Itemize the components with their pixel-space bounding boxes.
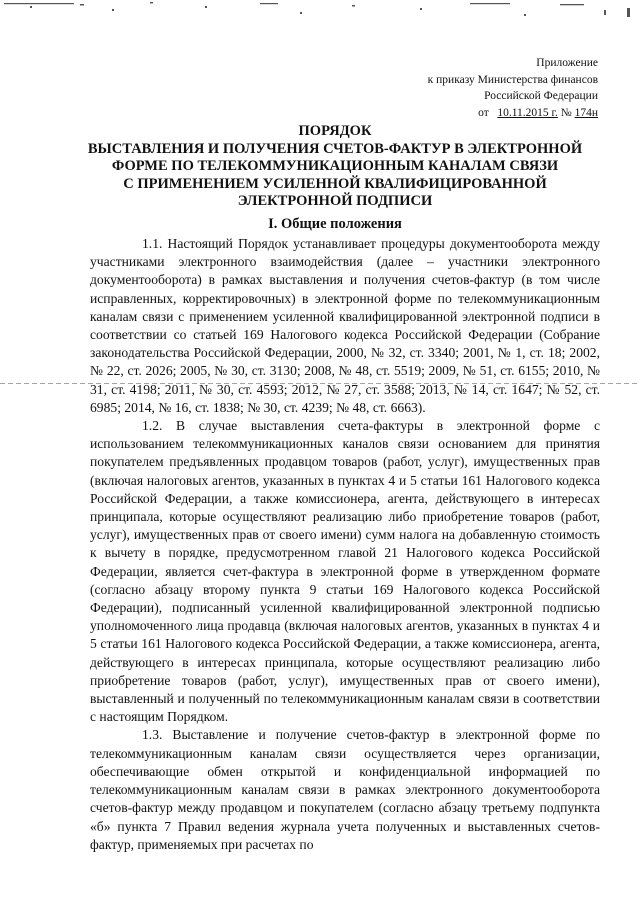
appendix-date-line <box>338 105 598 122</box>
appendix-line-1: Приложение <box>536 57 598 69</box>
title-line-2: ВЫСТАВЛЕНИЯ И ПОЛУЧЕНИЯ СЧЕТОВ-ФАКТУР В ЭЛЕКТРОННОЙ <box>87 140 583 157</box>
appendix-block <box>338 55 598 121</box>
appendix-date: 10.11.2015 г. <box>497 106 558 119</box>
scan-noise-top <box>0 0 640 22</box>
appendix-line-2: к приказу Министерства финансов <box>427 73 598 86</box>
paragraph-1-2: 1.2. В случае выставления счета-фактуры в электронной форме с использованием телекоммуникационных каналов связи основанием для принятия покупателем предъявленных продавцом товаров (работ, услуг), имущественных прав (включая налоговых агентов, указанных в пунктах 4 и 5 статьи 161 Налогового кодекса Российской Федерации, а также комиссионера, агента, действующего в интересах принципала, которые осуществляют реализацию либо приобретение товаров (работ, услуг), имущественных прав от своего имени) сумм налога на добавленную стоимость к вычету в порядке, предусмотренном главой 21 Налогового кодекса Российской Федерации, является счет-фактура в электронной форме в утвержденном формате (согласно абзацу второму пункта 9 статьи 169 Налогового кодекса Российской Федерации), подписанный усиленной квалифицированной электронной подписью уполномоченного лица продавца (включая налоговых агентов, указанных в пунктах 4 и 5 статьи 161 Налогового кодекса Российской Федерации, а также комиссионера, агента, действующего в интересах принципала, которые осуществляют реализацию либо приобретение товаров (работ, услуг), имущественных прав от своего имени), выставленный и полученный по телекоммуникационным каналам связи в соответствии с настоящим Порядком. <box>90 418 600 725</box>
appendix-number: 174н <box>574 106 598 119</box>
title-line-1: ПОРЯДОК <box>298 123 372 139</box>
appendix-date-prefix: от <box>478 106 489 119</box>
document-body <box>90 235 600 854</box>
title-line-5: ЭЛЕКТРОННОЙ ПОДПИСИ <box>237 193 433 209</box>
title-line-4: С ПРИМЕНЕНИЕМ УСИЛЕННОЙ КВАЛИФИЦИРОВАННОЙ <box>123 175 547 192</box>
title-line-3: ФОРМЕ ПО ТЕЛЕКОММУНИКАЦИОННЫМ КАНАЛАМ СВЯЗИ <box>111 158 559 174</box>
appendix-line-3: Российской Федерации <box>484 90 598 102</box>
paragraph-1-1: 1.1. Настоящий Порядок устанавливает процедуры документооборота между участниками электронного взаимодействия (далее – участники электронного документооборота) в рамках выставления и получения счетов-фактур (в том числе исправленных, корректировочных) в электронной форме по телекоммуникационным каналам связи с применением усиленной квалифицированной электронной подписи в соответствии со статьей 169 Налогового кодекса Российской Федерации (Собрание законодательства Российской Федерации, 2000, № 32, ст. 3340; 2001, № 1, ст. 18; 2002, № 22, ст. 2026; 2005, № 30, ст. 3130; 2008, № 48, ст. 5519; 2009, № 51, ст. 6155; 2010, № 31, ст. 4198; 2011, № 30, ст. 4593; 2012, № 27, ст. 3588; 2013, № 14, ст. 1647; № 52, ст. 6985; 2014, № 16, ст. 1838; № 30, ст. 4239; № 48, ст. 6663). <box>90 236 600 415</box>
document-title <box>70 123 600 211</box>
section-heading: I. Общие положения <box>268 216 402 232</box>
appendix-number-prefix: № <box>560 106 572 119</box>
paragraph-1-3: 1.3. Выставление и получение счетов-фактур в электронной форме по телекоммуникационным каналам связи осуществляется через организации, обеспечивающие обмен открытой и конфиденциальной информацией по телекоммуникационным каналам связи в рамках электронного документооборота счетов-фактур между продавцом и покупателем (согласно абзацу третьему подпункта «б» пункта 7 Правил ведения журнала учета полученных и выставленных счетов-фактур, применяемых при расчетах по <box>90 727 600 852</box>
